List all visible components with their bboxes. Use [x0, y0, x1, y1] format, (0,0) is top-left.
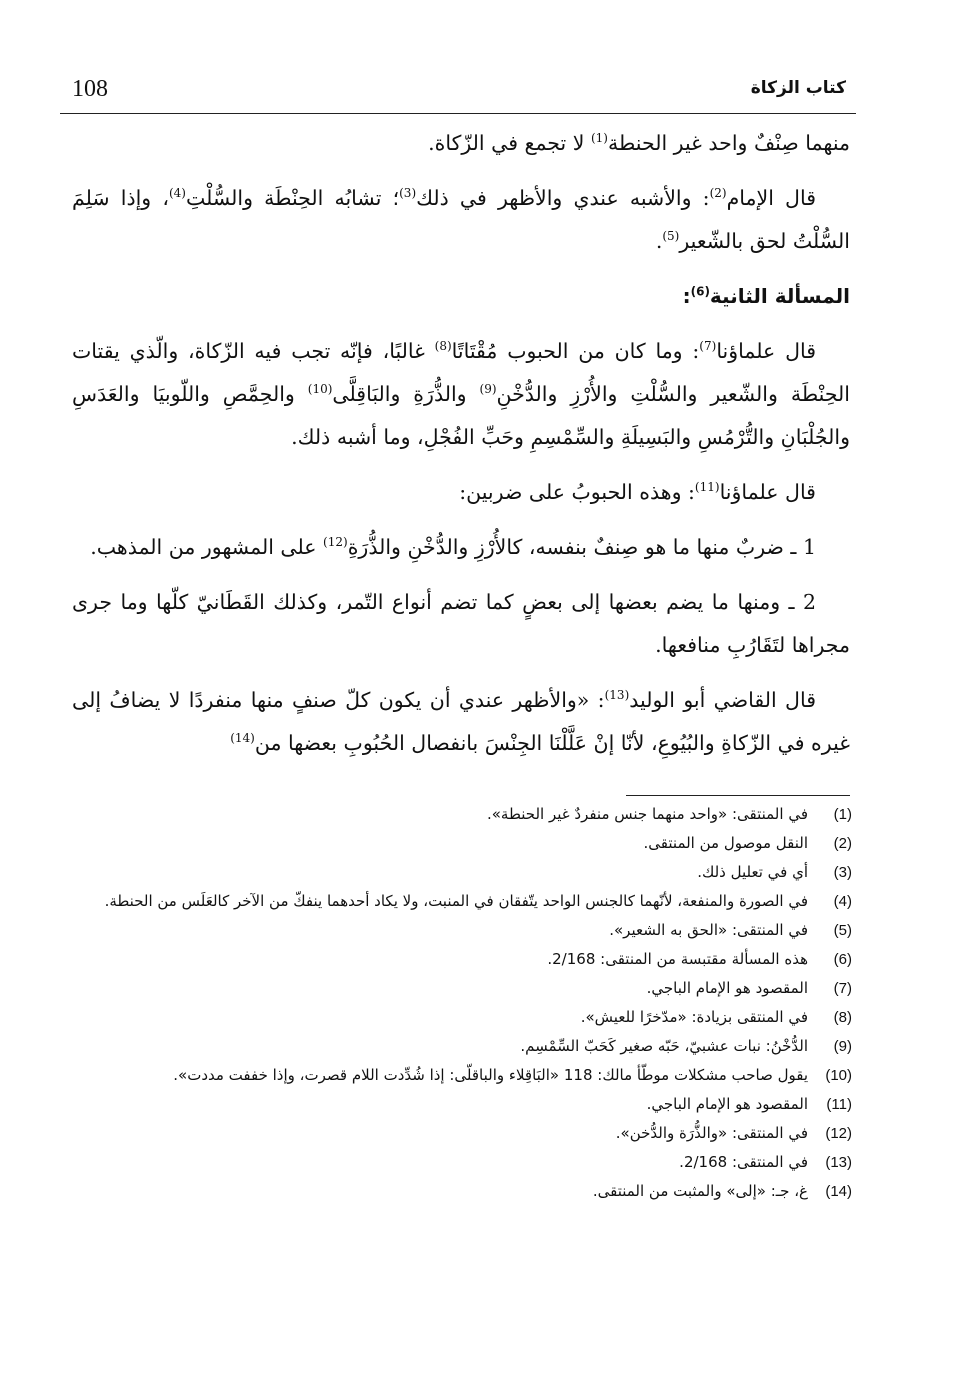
footnote [72, 829, 852, 858]
footnote-number: (8) [833, 1009, 852, 1026]
footnote-ref: (2) [709, 186, 727, 201]
footnote-text: في المنتقى: «الحق به الشعير». [609, 921, 808, 939]
paragraph-4 [72, 471, 850, 514]
footnote [72, 1003, 852, 1032]
footnote-text: الدُّخْنُ: نبات عشبيّ، حَبّه صغير كَحَبّ السِّمْسِم. [520, 1037, 808, 1055]
text-span: والذُّرَةِ والبَاقِلَّى [332, 382, 480, 406]
footnote-text: في المنتقى: «والذُّرَة والدُّخن». [615, 1124, 808, 1142]
page-header [60, 70, 856, 114]
footnote-ref: (4) [168, 186, 186, 201]
footnote [72, 1061, 852, 1090]
paragraph-6: 2 ـ ومنها ما يضم بعضها إلى بعضٍ كما تضم أنواع التّمر، وكذلك القَطَانيّ كلّها وما جرى مجراها لتَقَارُبِ منافعها. [72, 590, 850, 657]
footnote-number: (1) [833, 806, 852, 823]
text-span: قال علماؤنا [719, 480, 816, 504]
text-span: . [655, 229, 663, 253]
footnote [72, 1090, 852, 1119]
footnotes-list [72, 800, 852, 1206]
footnote [72, 974, 852, 1003]
text-span: : وهذه الحبوبُ على ضربين: [459, 480, 695, 504]
text-span: على المشهور من المذهب. [90, 535, 324, 559]
footnote-ref: (11) [694, 480, 720, 495]
footnote [72, 1119, 852, 1148]
text-span: : «والأظهر عندي أن يكون كلّ صنفٍ منها منفردًا لا يضافُ إلى غيره في الزّكاةِ والبُيُوعِ، لأنّا إنْ عَلَّلْنَا الجِنْسَ بانفصال الحُبُوبِ بعضها من [72, 688, 850, 755]
header-divider [60, 113, 856, 114]
text-span: والحِمَّصِ واللّوبيَا والعَدَسِ والجُلْبَانِ والتُّرْمُسِ والبَسِيلَةِ والسِّمْسِمِ وحَبِّ الفُجْلِ، وما أشبه ذلك. [72, 382, 850, 449]
text-span: منهما صِنْفٌ واحد غير الحنطة [607, 131, 850, 155]
footnote-ref: (5) [662, 229, 680, 244]
footnotes-divider [626, 795, 850, 796]
footnote-ref: (10) [307, 382, 333, 397]
footnote-number: (7) [833, 980, 852, 997]
text-span: : [682, 284, 691, 308]
main-text [72, 122, 850, 777]
text-span: : والأشبه عندي والأظهر في ذلك [416, 186, 710, 210]
running-title: كتاب الزكاة [750, 78, 846, 98]
footnote [72, 858, 852, 887]
footnote [72, 1032, 852, 1061]
footnote-number: (12) [825, 1125, 852, 1142]
footnote-ref: (12) [323, 535, 348, 550]
footnote-ref: (8) [434, 339, 452, 354]
footnote-ref: (3) [399, 186, 417, 201]
paragraph-1 [72, 122, 850, 165]
footnote-text: غ، جـ: «إلى» والمثبت من المنتقى. [592, 1182, 808, 1200]
footnote [72, 887, 852, 916]
footnote [72, 916, 852, 945]
paragraph-3 [72, 330, 850, 459]
paragraph-5 [72, 526, 850, 569]
footnote [72, 800, 852, 829]
text-span: لا تجمع في الزّكاة. [428, 131, 591, 155]
footnote [72, 945, 852, 974]
footnote-ref: (6) [690, 284, 710, 299]
text-span: قال الإمام [726, 186, 816, 210]
section-heading [72, 275, 850, 318]
text-span: غالبًا، فإنّه تجب فيه الزّكاة، والّذي يقتات الحِنْطَة والشّعير والسُّلْتِ والأُرْزِ والدُّخْنِ [72, 339, 850, 406]
footnote-text: في المنتقى: 2/168. [679, 1153, 808, 1171]
footnote-text: في المنتقى: «واحد منهما جنس منفردٌ غير الحنطة». [486, 805, 808, 823]
text-span: : وما كان من الحبوب مُقْتَاتًا [451, 339, 700, 363]
footnote-number: (6) [833, 951, 852, 968]
footnote-number: (2) [833, 835, 852, 852]
footnote-ref: (1) [590, 131, 608, 146]
footnote-number: (3) [833, 864, 852, 881]
footnote-text: في الصورة والمنفعة، لأنّهما كالجنس الواحد يتّفقان في المنبت، ولا يكاد أحدهما ينفكّ من الآخر كالعَلَس من الحنطة. [104, 892, 808, 910]
heading-text: المسألة الثانية [709, 284, 850, 308]
text-span: ؛ تشابُه الحِنْطَة والسُّلْتِ [185, 186, 400, 210]
page-number: 108 [72, 76, 108, 102]
footnote-text: النقل موصول من المنتقى. [643, 834, 808, 852]
footnote-number: (13) [825, 1154, 852, 1171]
footnote-ref: (13) [604, 688, 630, 703]
footnote-ref: (9) [479, 382, 497, 397]
footnote-ref: (14) [230, 731, 255, 746]
text-span: ، وإذا سَلِمَ السُّلْتُ لحق بالشّعير [72, 186, 850, 253]
footnote-number: (9) [833, 1038, 852, 1055]
footnote [72, 1177, 852, 1206]
footnote-text: أي في تعليل ذلك. [697, 863, 808, 881]
footnote-ref: (7) [699, 339, 717, 354]
footnote-number: (5) [833, 922, 852, 939]
footnote-number: (10) [825, 1067, 852, 1084]
footnote-text: يقول صاحب مشكلات موطّأ مالك: 118 «البَاقِلاء والباقلّى: إذا شُدِّدت اللام قصرت، وإذا خففت مددت». [173, 1066, 808, 1084]
footnote-number: (11) [826, 1096, 852, 1113]
footnote-text: المقصود هو الإمام الباجي. [646, 979, 808, 997]
text-span: 1 ـ ضربٌ منها ما هو صِنفٌ بنفسه، كالأُرْزِ والدُّخْنِ والذُّرَةِ [347, 535, 816, 559]
footnote-text: في المنتقى بزيادة: «مدّخرًا للعيش». [580, 1008, 808, 1026]
text-span: قال علماؤنا [716, 339, 817, 363]
paragraph-7 [72, 679, 850, 765]
footnote-text: هذه المسألة مقتبسة من المنتقى: 2/168. [547, 950, 808, 968]
paragraph-2 [72, 177, 850, 263]
footnote-number: (14) [825, 1183, 852, 1200]
text-span: قال القاضي أبو الوليد [629, 688, 816, 712]
footnote-number: (4) [833, 893, 852, 910]
footnote-text: المقصود هو الإمام الباجي. [646, 1095, 808, 1113]
footnote [72, 1148, 852, 1177]
